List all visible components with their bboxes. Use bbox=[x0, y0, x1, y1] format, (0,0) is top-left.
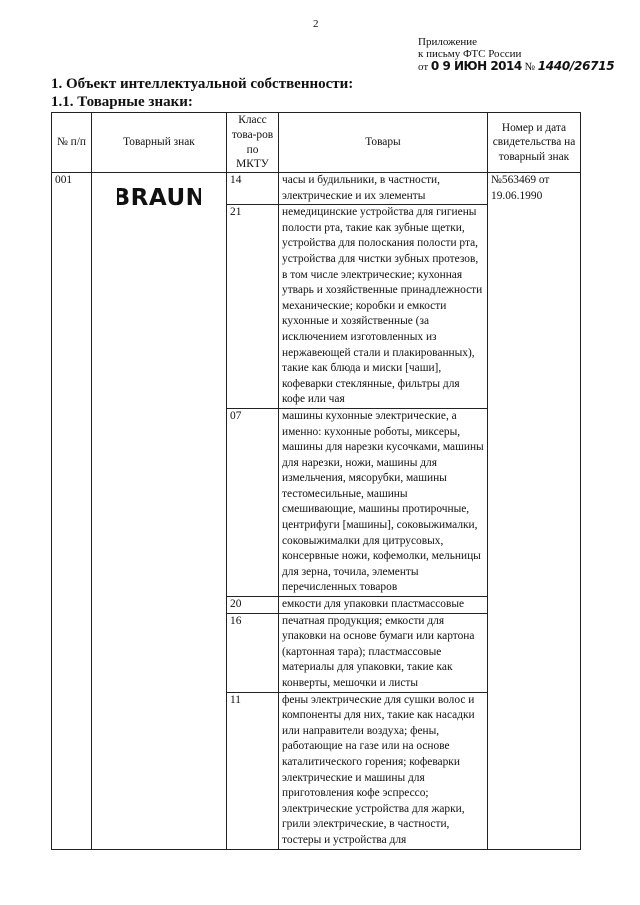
appendix-number: 1440/26715 bbox=[537, 59, 615, 73]
subsection-heading: 1.1. Товарные знаки: bbox=[51, 94, 193, 110]
appendix-date-stamp: 0 9 ИЮН 2014 bbox=[430, 59, 522, 73]
trademark-cell bbox=[92, 173, 227, 850]
class-cell: 07 bbox=[227, 408, 279, 596]
row-number: 001 bbox=[52, 173, 92, 850]
header-certificate: Номер и дата свидетельства на товарный знак bbox=[488, 113, 581, 173]
class-cell: 16 bbox=[227, 613, 279, 692]
goods-cell: немедицинские устройства для гигиены полости рта, такие как зубные щетки, устройства для полоскания полости рта, устройства для чистки зубных протезов, в том числе электрические; кухонная утварь и хозяйственные принадлежности механические; коробки и емкости кухонные и хозяйственные (за исключением изготовленных из нержавеющей стали и плакированных), такие как блюда и миски [чаши], кофеварки стеклянные, фильтры для кофе или чая bbox=[279, 205, 488, 409]
class-cell: 14 bbox=[227, 173, 279, 205]
goods-cell: часы и будильники, в частности, электрические и их элементы bbox=[279, 173, 488, 205]
goods-cell: печатная продукция; емкости для упаковки на основе бумаги или картона (картонная тара); пластмассовые материалы для упаковки, такие как конверты, мешочки и листы bbox=[279, 613, 488, 692]
goods-cell: фены электрические для сушки волос и компоненты для них, такие как насадки или направители воздуха; фены, работающие на газе или на основе каталитического горения; кофеварки электрические и машины для приготовления кофе эспрессо; электрические устройства для жарки, грили электрические, в частности, тостеры и устройства для bbox=[279, 692, 488, 849]
header-class: Класс това-ров по МКТУ bbox=[227, 113, 279, 173]
header-num: № п/п bbox=[52, 113, 92, 173]
section-heading: 1. Объект интеллектуальной собственности: bbox=[51, 76, 354, 92]
goods-cell: емкости для упаковки пластмассовые bbox=[279, 597, 488, 614]
table-header-row bbox=[52, 113, 581, 173]
appendix-date-line bbox=[418, 60, 614, 73]
header-goods: Товары bbox=[279, 113, 488, 173]
svg-text:BRAUN: BRAUN bbox=[117, 185, 201, 209]
goods-cell: машины кухонные электрические, а именно: кухонные роботы, миксеры, машины для нарезки кусочками, машины для нарезки, ножи, машины для измельчения, мясорубки, машины тестомесильные, машины смешивающие, машины протирочные, центрифуги [машины], соковыжималки, соковыжималки для цитрусовых, консервные ножи, кофемолки, мельницы для зерна, точила, элементы перечисленных товаров bbox=[279, 408, 488, 596]
trademark-table bbox=[51, 112, 581, 850]
table-row bbox=[52, 173, 581, 205]
class-cell: 11 bbox=[227, 692, 279, 849]
appendix-line1: Приложение bbox=[418, 36, 478, 48]
braun-logo bbox=[95, 183, 223, 215]
appendix-from: от bbox=[418, 61, 429, 73]
appendix-no: № bbox=[524, 61, 535, 73]
appendix-block bbox=[418, 36, 614, 73]
class-cell: 21 bbox=[227, 205, 279, 409]
class-cell: 20 bbox=[227, 597, 279, 614]
braun-logo-graphic bbox=[117, 183, 201, 209]
header-mark: Товарный знак bbox=[92, 113, 227, 173]
page-number: 2 bbox=[313, 18, 319, 30]
appendix-line2: к письму ФТС России bbox=[418, 48, 522, 60]
certificate-cell: №563469 от 19.06.1990 bbox=[488, 173, 581, 850]
